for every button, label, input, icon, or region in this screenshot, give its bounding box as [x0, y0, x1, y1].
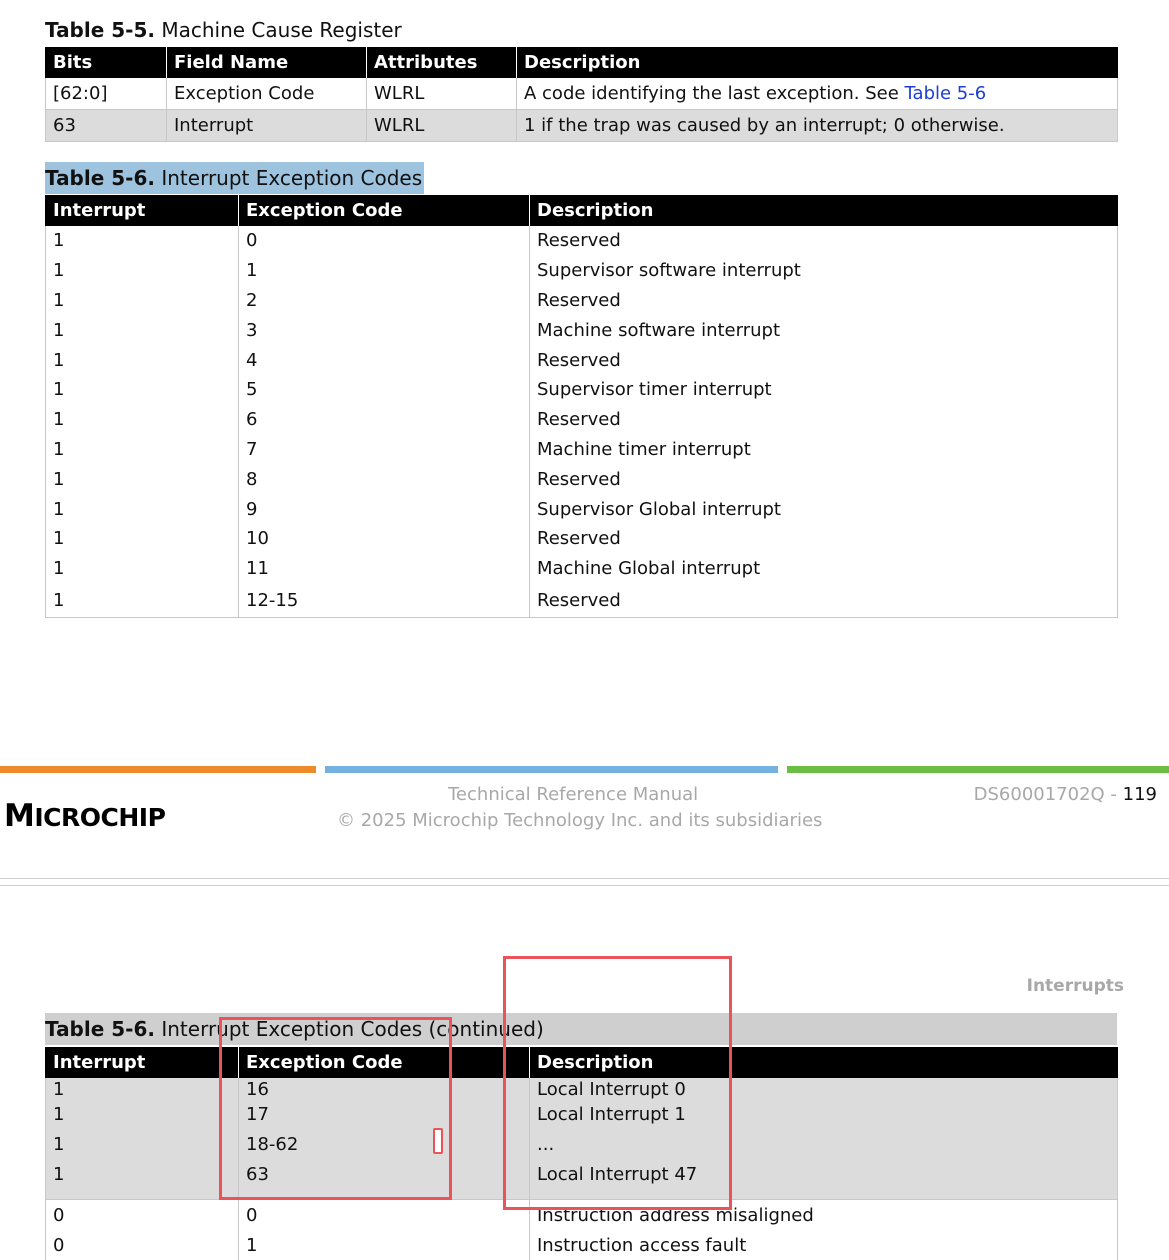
table-cell: WLRL [367, 110, 517, 142]
description-cell: Reserved [530, 345, 1118, 375]
description-cell: Reserved [530, 226, 1118, 256]
exception-code-cell: 1 [239, 1230, 530, 1260]
table-cell: WLRL [367, 78, 517, 110]
exception-code-cell: 17 [239, 1100, 530, 1130]
interrupt-cell: 1 [46, 494, 239, 524]
description-cell: Local Interrupt 47 [530, 1159, 1118, 1200]
interrupt-cell: 1 [46, 1130, 239, 1160]
exception-code-cell: 6 [239, 405, 530, 435]
exception-code-cell: 3 [239, 315, 530, 345]
doc-number: DS60001702Q - [973, 784, 1123, 805]
table-row [46, 1230, 1118, 1260]
exception-code-cell: 4 [239, 345, 530, 375]
column-header: Bits [46, 47, 167, 78]
table-row [46, 494, 1118, 524]
manual-title: Technical Reference Manual [448, 784, 699, 805]
column-header: Interrupt [46, 195, 239, 226]
interrupt-cell: 0 [46, 1230, 239, 1260]
exception-code-cell: 18-62 [239, 1130, 530, 1160]
description-cell: Reserved [530, 584, 1118, 618]
description-cell: Reserved [530, 286, 1118, 316]
table-row [46, 524, 1118, 554]
copyright-text: © 2025 Microchip Technology Inc. and its subsidiaries [337, 810, 823, 831]
microchip-logo [4, 798, 165, 834]
description-cell: Instruction access fault [530, 1230, 1118, 1260]
interrupt-cell: 0 [46, 1200, 239, 1231]
column-header: Field Name [167, 47, 367, 78]
interrupt-exception-codes-table [45, 195, 1118, 618]
column-header: Description [517, 47, 1118, 78]
table-cell: [62:0] [46, 78, 167, 110]
caption-title: Interrupt Exception Codes [155, 166, 423, 190]
interrupt-cell: 1 [46, 315, 239, 345]
exception-code-cell: 2 [239, 286, 530, 316]
caption-label: Table 5-5. [45, 18, 155, 42]
table-row [46, 405, 1118, 435]
caption-title: Machine Cause Register [155, 18, 402, 42]
interrupt-cell: 1 [46, 524, 239, 554]
table-row [46, 226, 1118, 256]
table-row [46, 286, 1118, 316]
table-row [46, 256, 1118, 286]
table-5-5-caption [45, 14, 402, 46]
page-separator-top [0, 878, 1169, 879]
description-cell: Reserved [530, 405, 1118, 435]
interrupt-cell: 1 [46, 1159, 239, 1200]
table-cell: 63 [46, 110, 167, 142]
interrupt-cell: 1 [46, 1100, 239, 1130]
column-header: Exception Code [239, 195, 530, 226]
section-header: Interrupts [1026, 976, 1124, 996]
description-cell: Supervisor software interrupt [530, 256, 1118, 286]
exception-code-cell: 7 [239, 435, 530, 465]
table-5-6-caption [45, 162, 424, 194]
interrupt-cell: 1 [46, 464, 239, 494]
table-row [46, 315, 1118, 345]
table-row [46, 375, 1118, 405]
annotation-box-description [503, 956, 732, 1210]
footer-bar-green [787, 766, 1169, 773]
doc-id [974, 784, 1157, 805]
description-cell: Supervisor timer interrupt [530, 375, 1118, 405]
interrupt-cell: 1 [46, 554, 239, 584]
caption-label: Table 5-6. [45, 166, 155, 190]
table-row [46, 464, 1118, 494]
caption-label: Table 5-6. [45, 1017, 155, 1041]
interrupt-cell: 1 [46, 226, 239, 256]
table-5-6-link[interactable]: Table 5-6 [904, 83, 987, 104]
exception-code-cell: 10 [239, 524, 530, 554]
interrupt-cell: 1 [46, 345, 239, 375]
logo-rest: ICROCHIP [34, 803, 166, 832]
annotation-box-exception-code [219, 1017, 452, 1200]
exception-code-cell: 63 [239, 1159, 530, 1200]
interrupt-cell: 1 [46, 584, 239, 618]
table-cell: Interrupt [167, 110, 367, 142]
table-row [46, 554, 1118, 584]
exception-code-cell: 8 [239, 464, 530, 494]
interrupt-cell: 1 [46, 435, 239, 465]
description-cell: Instruction address misaligned [530, 1200, 1118, 1231]
table-header-row [46, 47, 1118, 78]
exception-code-cell: 12-15 [239, 584, 530, 618]
interrupt-cell: 1 [46, 375, 239, 405]
description-cell: Reserved [530, 464, 1118, 494]
page-number: 119 [1122, 784, 1157, 805]
column-header: Description [530, 195, 1118, 226]
column-header: Attributes [367, 47, 517, 78]
table-row [46, 435, 1118, 465]
description-cell: Supervisor Global interrupt [530, 494, 1118, 524]
description-cell: Machine software interrupt [530, 315, 1118, 345]
footer-bar-orange [0, 766, 316, 773]
interrupt-cell: 1 [46, 286, 239, 316]
interrupt-cell: 1 [46, 405, 239, 435]
column-header: Description [530, 1047, 1118, 1078]
column-header: Exception Code [239, 1047, 530, 1078]
footer-bar-blue [325, 766, 778, 773]
exception-code-cell: 0 [239, 1200, 530, 1231]
annotation-marker [433, 1128, 443, 1154]
description-cell: Reserved [530, 524, 1118, 554]
exception-code-cell: 1 [239, 256, 530, 286]
interrupt-cell: 1 [46, 1078, 239, 1100]
table-row [46, 78, 1118, 110]
table-row [46, 584, 1118, 618]
page-separator-bottom [0, 885, 1169, 886]
caption-title: Interrupt Exception Codes (continued) [155, 1017, 544, 1041]
exception-code-cell: 5 [239, 375, 530, 405]
interrupt-cell: 1 [46, 256, 239, 286]
table-cell: Exception Code [167, 78, 367, 110]
machine-cause-register-table [45, 47, 1118, 142]
table-header-row [46, 195, 1118, 226]
column-header: Interrupt [46, 1047, 239, 1078]
table-cell [517, 78, 1118, 110]
description-text: A code identifying the last exception. See [524, 83, 905, 104]
table-row [46, 345, 1118, 375]
exception-code-cell: 16 [239, 1078, 530, 1100]
description-cell: Machine Global interrupt [530, 554, 1118, 584]
description-cell: Local Interrupt 0 [530, 1078, 1118, 1100]
description-cell: ... [530, 1130, 1118, 1160]
exception-code-cell: 9 [239, 494, 530, 524]
table-row [46, 110, 1118, 142]
description-cell: Local Interrupt 1 [530, 1100, 1118, 1130]
exception-code-cell: 0 [239, 226, 530, 256]
table-cell: 1 if the trap was caused by an interrupt; 0 otherwise. [517, 110, 1118, 142]
exception-code-cell: 11 [239, 554, 530, 584]
description-cell: Machine timer interrupt [530, 435, 1118, 465]
logo-initial: M [4, 798, 35, 834]
